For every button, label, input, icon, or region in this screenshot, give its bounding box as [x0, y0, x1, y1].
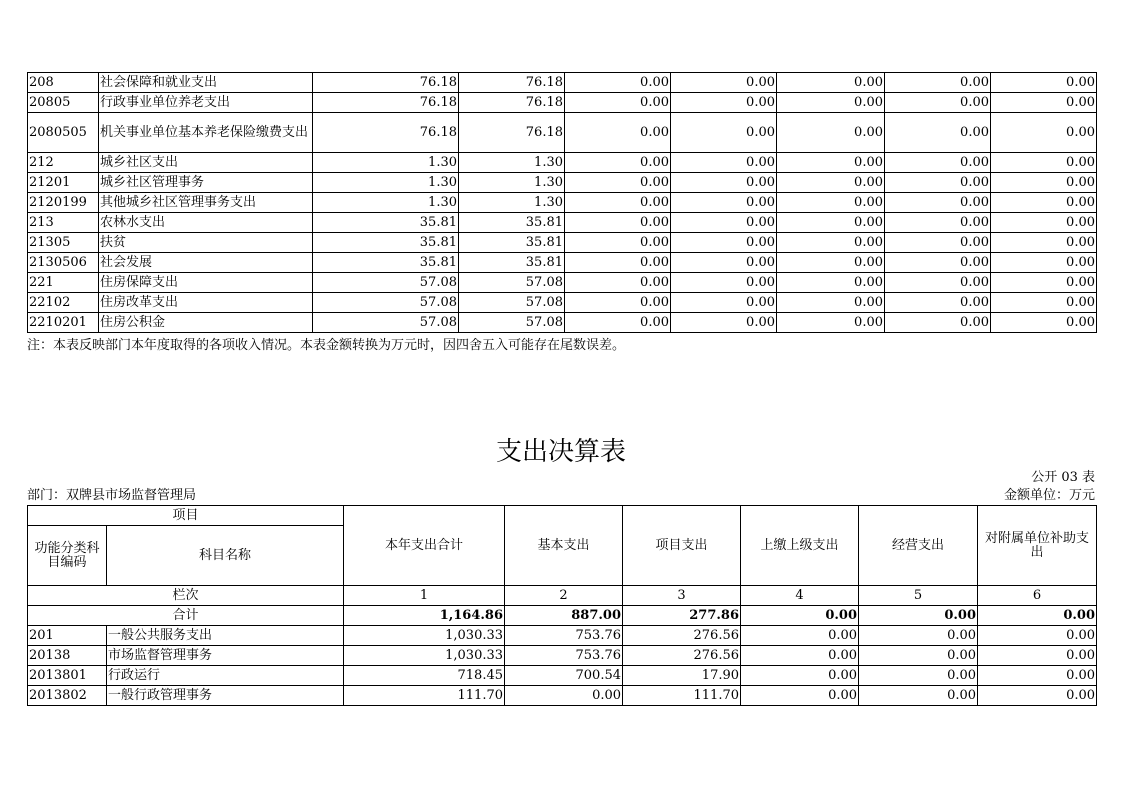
amount-cell: 0.00: [565, 313, 671, 333]
amount-cell: 0.00: [991, 193, 1097, 213]
amount-cell: 0.00: [777, 293, 885, 313]
amount-cell: 57.08: [459, 273, 565, 293]
amount-cell: 1.30: [459, 173, 565, 193]
amount-cell: 0.00: [885, 233, 991, 253]
amount-cell: 0.00: [565, 193, 671, 213]
header-code: 功能分类科目编码: [28, 526, 107, 586]
amount-cell: 0.00: [671, 233, 777, 253]
col-number-1: 1: [344, 586, 505, 606]
amount-cell: 0.00: [565, 113, 671, 153]
table-row: [28, 213, 1097, 233]
subject-code: 2130506: [28, 253, 99, 273]
table-row: [28, 153, 1097, 173]
income-table-continued: [27, 72, 1097, 333]
subject-code: 213: [28, 213, 99, 233]
amount-cell: 1,030.33: [344, 646, 505, 666]
amount-cell: 0.00: [777, 173, 885, 193]
amount-cell: 0.00: [671, 313, 777, 333]
table-row: [28, 646, 1097, 666]
subject-name: 农林水支出: [99, 213, 313, 233]
amount-cell: 0.00: [885, 293, 991, 313]
amount-cell: 1.30: [313, 193, 459, 213]
amount-cell: 76.18: [313, 73, 459, 93]
amount-cell: 0.00: [991, 233, 1097, 253]
subject-name: 住房公积金: [99, 313, 313, 333]
amount-cell: 0.00: [991, 293, 1097, 313]
amount-cell: 35.81: [459, 253, 565, 273]
amount-cell: 0.00: [859, 646, 978, 666]
amount-cell: 0.00: [777, 153, 885, 173]
amount-cell: 0.00: [777, 273, 885, 293]
amount-cell: 0.00: [885, 253, 991, 273]
amount-cell: 0.00: [885, 93, 991, 113]
amount-cell: 0.00: [671, 273, 777, 293]
amount-cell: 0.00: [885, 153, 991, 173]
total-value: 0.00: [741, 606, 859, 626]
header-item: 项目: [28, 506, 344, 526]
amount-cell: 0.00: [565, 153, 671, 173]
page-title: 支出决算表: [495, 437, 626, 467]
amount-cell: 0.00: [991, 73, 1097, 93]
form-number: 公开 03 表: [1031, 470, 1095, 485]
subject-name: 行政事业单位养老支出: [99, 93, 313, 113]
amount-cell: 700.54: [505, 666, 623, 686]
total-value: 1,164.86: [344, 606, 505, 626]
header-col-1: 本年支出合计: [344, 506, 505, 586]
subject-code: 22102: [28, 293, 99, 313]
subject-name: 住房改革支出: [99, 293, 313, 313]
col-number-2: 2: [505, 586, 623, 606]
amount-cell: 0.00: [565, 73, 671, 93]
subject-name: 住房保障支出: [99, 273, 313, 293]
header-col-6: 对附属单位补助支出: [978, 506, 1097, 586]
amount-cell: 0.00: [671, 213, 777, 233]
amount-cell: 1.30: [313, 153, 459, 173]
total-label: 合计: [28, 606, 344, 626]
total-value: 0.00: [978, 606, 1097, 626]
header-col-3: 项目支出: [623, 506, 741, 586]
subject-code: 2120199: [28, 193, 99, 213]
amount-cell: 0.00: [859, 686, 978, 706]
subject-name: 机关事业单位基本养老保险缴费支出: [99, 113, 313, 153]
amount-cell: 57.08: [459, 293, 565, 313]
amount-cell: 0.00: [671, 73, 777, 93]
amount-cell: 0.00: [885, 273, 991, 293]
subject-code: 212: [28, 153, 99, 173]
subject-name: 扶贫: [99, 233, 313, 253]
subject-code: 20138: [28, 646, 107, 666]
amount-cell: 0.00: [741, 646, 859, 666]
header-col-4: 上缴上级支出: [741, 506, 859, 586]
amount-cell: 0.00: [991, 93, 1097, 113]
col-number-6: 6: [978, 586, 1097, 606]
table-row: [28, 93, 1097, 113]
amount-cell: 0.00: [741, 666, 859, 686]
amount-cell: 0.00: [671, 193, 777, 213]
amount-cell: 57.08: [313, 313, 459, 333]
amount-cell: 35.81: [459, 213, 565, 233]
amount-cell: 0.00: [859, 626, 978, 646]
amount-cell: 0.00: [671, 293, 777, 313]
amount-cell: 0.00: [991, 173, 1097, 193]
department-label: 部门：双牌县市场监督管理局: [27, 488, 197, 503]
table-row: [28, 686, 1097, 706]
amount-cell: 35.81: [459, 233, 565, 253]
total-row: [28, 606, 1097, 626]
table-row: [28, 253, 1097, 273]
table-row: [28, 293, 1097, 313]
header-row-label: 栏次: [28, 586, 344, 606]
table-row: [28, 113, 1097, 153]
subject-code: 208: [28, 73, 99, 93]
amount-cell: 0.00: [885, 173, 991, 193]
subject-code: 20805: [28, 93, 99, 113]
subject-name: 其他城乡社区管理事务支出: [99, 193, 313, 213]
subject-code: 2210201: [28, 313, 99, 333]
amount-cell: 0.00: [565, 253, 671, 273]
amount-cell: 276.56: [623, 646, 741, 666]
amount-cell: 0.00: [565, 293, 671, 313]
subject-code: 2013802: [28, 686, 107, 706]
subject-code: 2013801: [28, 666, 107, 686]
amount-cell: 0.00: [777, 93, 885, 113]
amount-cell: 111.70: [623, 686, 741, 706]
subject-name: 城乡社区管理事务: [99, 173, 313, 193]
table-row: [28, 626, 1097, 646]
amount-cell: 0.00: [777, 73, 885, 93]
amount-cell: 0.00: [741, 686, 859, 706]
subject-name: 社会发展: [99, 253, 313, 273]
col-number-3: 3: [623, 586, 741, 606]
subject-code: 2080505: [28, 113, 99, 153]
amount-cell: 76.18: [313, 93, 459, 113]
table-note: 注：本表反映部门本年度取得的各项收入情况。本表金额转换为万元时，因四舍五入可能存在尾数误差。: [27, 338, 626, 353]
amount-cell: 0.00: [978, 666, 1097, 686]
header-col-2: 基本支出: [505, 506, 623, 586]
amount-cell: 0.00: [991, 313, 1097, 333]
amount-cell: 0.00: [565, 93, 671, 113]
subject-name: 社会保障和就业支出: [99, 73, 313, 93]
amount-cell: 35.81: [313, 233, 459, 253]
amount-cell: 0.00: [777, 213, 885, 233]
amount-cell: 753.76: [505, 626, 623, 646]
amount-cell: 0.00: [671, 93, 777, 113]
subject-code: 221: [28, 273, 99, 293]
amount-cell: 1,030.33: [344, 626, 505, 646]
amount-cell: 0.00: [565, 233, 671, 253]
subject-name: 城乡社区支出: [99, 153, 313, 173]
amount-cell: 76.18: [459, 73, 565, 93]
amount-cell: 276.56: [623, 626, 741, 646]
col-number-4: 4: [741, 586, 859, 606]
amount-cell: 0.00: [991, 213, 1097, 233]
amount-cell: 0.00: [671, 253, 777, 273]
amount-cell: 1.30: [313, 173, 459, 193]
expenditure-table: [27, 505, 1097, 706]
amount-cell: 0.00: [777, 233, 885, 253]
amount-cell: 0.00: [885, 313, 991, 333]
subject-code: 21201: [28, 173, 99, 193]
subject-code: 201: [28, 626, 107, 646]
subject-name: 行政运行: [107, 666, 344, 686]
amount-cell: 57.08: [313, 293, 459, 313]
subject-name: 一般行政管理事务: [107, 686, 344, 706]
amount-cell: 0.00: [671, 113, 777, 153]
col-number-5: 5: [859, 586, 978, 606]
amount-cell: 76.18: [313, 113, 459, 153]
table-row: [28, 193, 1097, 213]
amount-cell: 1.30: [459, 193, 565, 213]
total-value: 0.00: [859, 606, 978, 626]
table-row: [28, 666, 1097, 686]
amount-cell: 57.08: [313, 273, 459, 293]
amount-cell: 0.00: [991, 273, 1097, 293]
amount-cell: 0.00: [978, 626, 1097, 646]
amount-cell: 0.00: [777, 253, 885, 273]
header-col-5: 经营支出: [859, 506, 978, 586]
total-value: 887.00: [505, 606, 623, 626]
amount-cell: 0.00: [991, 153, 1097, 173]
amount-cell: 0.00: [777, 193, 885, 213]
amount-cell: 0.00: [777, 313, 885, 333]
amount-cell: 718.45: [344, 666, 505, 686]
amount-cell: 35.81: [313, 213, 459, 233]
amount-cell: 0.00: [741, 626, 859, 646]
table-row: [28, 173, 1097, 193]
amount-cell: 0.00: [991, 253, 1097, 273]
amount-cell: 17.90: [623, 666, 741, 686]
amount-cell: 76.18: [459, 93, 565, 113]
table-row: [28, 233, 1097, 253]
amount-cell: 0.00: [885, 193, 991, 213]
header-name: 科目名称: [107, 526, 344, 586]
amount-cell: 0.00: [565, 273, 671, 293]
subject-name: 一般公共服务支出: [107, 626, 344, 646]
table-row: [28, 273, 1097, 293]
amount-cell: 0.00: [885, 113, 991, 153]
amount-cell: 35.81: [313, 253, 459, 273]
subject-code: 21305: [28, 233, 99, 253]
amount-cell: 0.00: [565, 213, 671, 233]
amount-cell: 0.00: [565, 173, 671, 193]
table-row: [28, 73, 1097, 93]
amount-cell: 0.00: [671, 153, 777, 173]
amount-cell: 0.00: [505, 686, 623, 706]
amount-cell: 0.00: [991, 113, 1097, 153]
amount-cell: 0.00: [978, 686, 1097, 706]
amount-cell: 57.08: [459, 313, 565, 333]
amount-cell: 753.76: [505, 646, 623, 666]
total-value: 277.86: [623, 606, 741, 626]
amount-cell: 111.70: [344, 686, 505, 706]
amount-cell: 1.30: [459, 153, 565, 173]
amount-cell: 0.00: [777, 113, 885, 153]
table-row: [28, 313, 1097, 333]
amount-cell: 0.00: [671, 173, 777, 193]
amount-cell: 0.00: [885, 73, 991, 93]
amount-unit-label: 金额单位：万元: [1003, 488, 1095, 503]
amount-cell: 76.18: [459, 113, 565, 153]
amount-cell: 0.00: [885, 213, 991, 233]
amount-cell: 0.00: [978, 646, 1097, 666]
amount-cell: 0.00: [859, 666, 978, 686]
subject-name: 市场监督管理事务: [107, 646, 344, 666]
